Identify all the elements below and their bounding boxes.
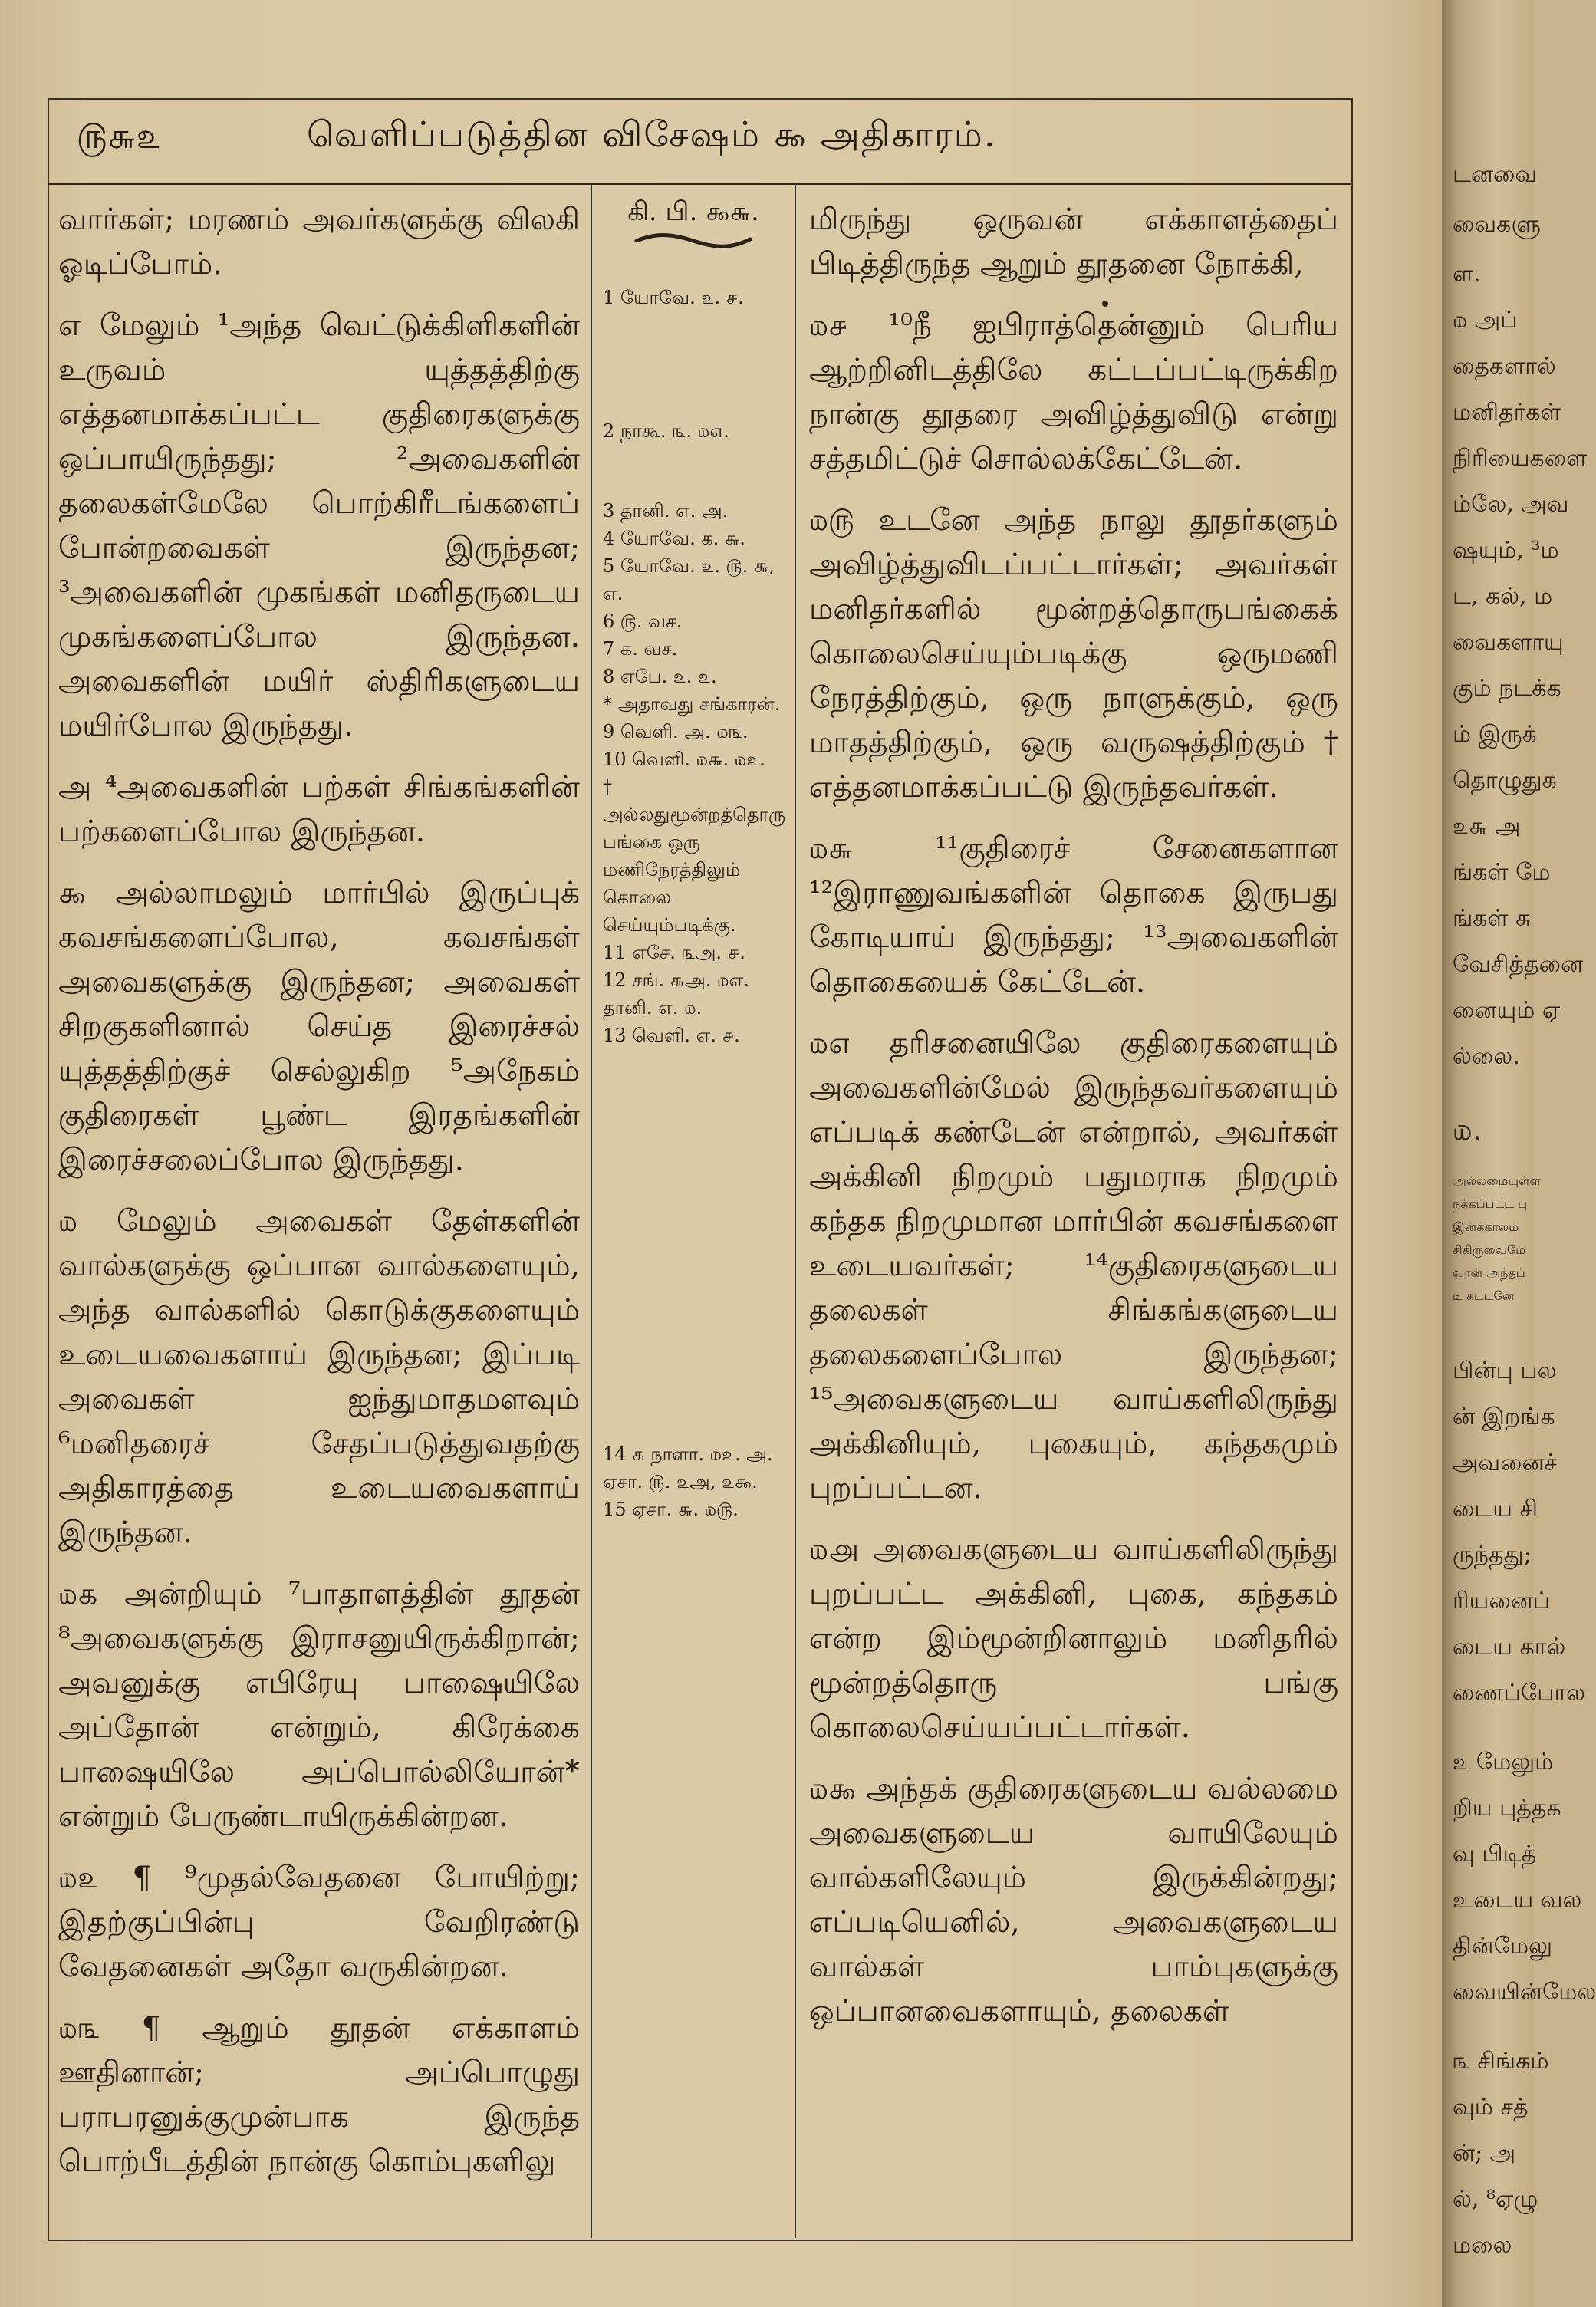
cross-reference: 6 ௫. வச. bbox=[603, 610, 683, 632]
edge-text-line: ௨௬ அ bbox=[1453, 813, 1521, 840]
verse-paragraph: ௰௭ தரிசனையிலே குதிரைகளையும் அவைகளின்மேல் இருந்தவர்களையும் எப்படிக் கண்டேன் என்றால், அவர்கள் அக்கினி நிறமும் பதுமராக நிறமும் கந்தக நிறமுமான மார்பின் கவசங்களை உடையவர்கள்; ¹⁴குதிரைகளுடைய தலைகள் சிங்கங்களுடைய தலைகளைப்போல இருந்தன; ¹⁵அவைகளுடைய வாய்களிலிருந்து அக்கினியும், புகையும், கந்தகமும் புறப்பட்டன. bbox=[809, 1026, 1338, 1506]
margin-block bbox=[603, 1440, 784, 1523]
edge-text-line: கும் நடக்க bbox=[1453, 675, 1561, 702]
edge-text-line: வேசித்தனை bbox=[1453, 951, 1584, 978]
page-number: ௫௬௨ bbox=[77, 115, 162, 156]
edge-text-line: ருந்தது; bbox=[1453, 1542, 1532, 1568]
verse-paragraph: ௯ அல்லாமலும் மார்பில் இருப்புக் கவசங்களைப்போல, கவசங்கள் அவைகளுக்கு இருந்தன; அவைகள் சிறகுகளினால் செய்த இரைச்சல் யுத்தத்திற்குச் செல்லுகிற ⁵அநேகம் குதிரைகள் பூண்ட இரதங்களின் இரைச்சலைப்போல இருந்தது. bbox=[58, 876, 580, 1177]
edge-text-line: ௩ சிங்கம் bbox=[1453, 2048, 1549, 2075]
cross-reference: 13 வெளி. எ. ௪. bbox=[603, 1025, 740, 1046]
edge-text-line: உடைய வல bbox=[1453, 1887, 1582, 1914]
column-divider-right bbox=[795, 183, 796, 2238]
edge-text-line: மனிதர்கள் bbox=[1453, 399, 1561, 426]
edge-text-line: ௨ மேலும் bbox=[1453, 1749, 1554, 1776]
edge-text-line: தைகளால் bbox=[1453, 353, 1556, 380]
cross-reference: 2 நாகூ. ௩. ௰௭. bbox=[603, 420, 729, 442]
cross-reference: 9 வெளி. அ. ௰௩. bbox=[603, 721, 749, 742]
edge-text-line: தொழுதுக bbox=[1453, 767, 1557, 794]
edge-text-line: ம் இருக் bbox=[1453, 721, 1537, 748]
edge-text-line: வும் சத் bbox=[1453, 2094, 1529, 2121]
verse-paragraph: மிருந்து ஒருவன் எக்காளத்தைப் பிடித்திருந்த ஆறும் தூதனை நோக்கி, bbox=[809, 202, 1338, 281]
edge-text-line: ஷயும், ³ம bbox=[1453, 537, 1559, 564]
cross-reference: 3 தானி. எ. அ. bbox=[603, 500, 729, 522]
edge-text-line: றிய புத்தக bbox=[1453, 1795, 1561, 1822]
right-text-column bbox=[809, 198, 1338, 2051]
edge-text-line: நிரியைகளை bbox=[1453, 445, 1588, 472]
cross-reference: 1 யோவே. ௨. ௪. bbox=[603, 287, 744, 308]
margin-date-heading: கி. பி. ௯௬. bbox=[627, 196, 759, 227]
edge-text-line: வைகளாயு bbox=[1453, 629, 1564, 656]
left-text-column bbox=[58, 198, 580, 2201]
margin-references bbox=[603, 196, 786, 1520]
margin-block bbox=[603, 417, 784, 445]
edge-text-line: ங்கள் மே bbox=[1453, 859, 1551, 886]
edge-text-line: அவனைச் bbox=[1453, 1450, 1558, 1476]
margin-block bbox=[603, 497, 784, 1049]
verse-paragraph: ௰௨ ¶ ⁹முதல்வேதனை போயிற்று; இதற்குப்பின்பு வேறிரண்டு வேதனைகள் அதோ வருகின்றன. bbox=[58, 1861, 580, 1984]
edge-text-line: வான் அந்தப் bbox=[1453, 1265, 1525, 1280]
cross-reference: 11 எசே. ௩அ. ௪. bbox=[603, 942, 745, 963]
cross-reference: 5 யோவே. ௨. ௫. ௬, எ. bbox=[603, 555, 775, 604]
margin-block bbox=[603, 284, 784, 311]
edge-text-line: வு பிடித் bbox=[1453, 1841, 1537, 1868]
edge-text-line: சிகிருவைமே bbox=[1453, 1242, 1526, 1257]
flourish-ornament bbox=[632, 230, 755, 250]
footnote: † அல்லதுமூன்றத்தொரு பங்கை ஒரு மணிநேரத்திலும் கொலை செய்யும்படிக்கு. bbox=[603, 776, 786, 936]
edge-text-line: ௰. bbox=[1453, 1112, 1482, 1147]
edge-text-line: மலை bbox=[1453, 2232, 1512, 2259]
edge-text-line: ௰ அப் bbox=[1453, 307, 1518, 334]
edge-text-line: டி கட்டனே bbox=[1453, 1288, 1515, 1303]
edge-text-line: டைய சி bbox=[1453, 1496, 1538, 1522]
header-rule bbox=[48, 183, 1351, 185]
cross-reference: 8 எபே. ௨. ௨. bbox=[603, 666, 717, 687]
cross-reference: 4 யோவே. க. ௬. bbox=[603, 528, 745, 549]
footnote: * அதாவது சங்காரன். bbox=[603, 693, 781, 715]
edge-text-line: நக்கப்பட்ட பு bbox=[1453, 1196, 1528, 1211]
edge-text-line: ள. bbox=[1453, 261, 1481, 288]
column-divider-left bbox=[591, 183, 592, 2238]
verse-paragraph: வார்கள்; மரணம் அவர்களுக்கு விலகி ஓடிப்போம். bbox=[58, 202, 580, 281]
cross-reference: 12 சங். ௬அ. ௰எ. தானி. எ. ௰. bbox=[603, 969, 749, 1019]
cross-reference: 14 ௧ நாளா. ௰௨. அ. ஏசா. ௫. ௨அ, ௨௯. bbox=[603, 1443, 773, 1492]
verse-paragraph: ௰௯ அந்தக் குதிரைகளுடைய வல்லமை அவைகளுடைய வாயிலேயும் வால்களிலேயும் இருக்கின்றது; எப்படியெனில், அவைகளுடைய வால்கள் பாம்புகளுக்கு ஒப்பானவைகளாயும், தலைகள் bbox=[809, 1772, 1338, 2029]
edge-text-line: டைய கால் bbox=[1453, 1634, 1566, 1660]
verse-paragraph: ௰௩ ¶ ஆறும் தூதன் எக்காளம் ஊதினான்; அப்பொழுது பராபரனுக்குமுன்பாக இருந்த பொற்பீடத்தின் நான்கு கொம்புகளிலு bbox=[58, 2011, 580, 2179]
running-head: வெளிப்படுத்தின விசேஷம் ௯ அதிகாரம். bbox=[307, 114, 997, 155]
verse-paragraph: ௰௬ ¹¹குதிரைச் சேனைகளான ¹²இராணுவங்களின் தொகை இருபது கோடியாய் இருந்தது; ¹³அவைகளின் தொகையைக் கேட்டேன். bbox=[809, 831, 1338, 999]
edge-text-line: இன்க்காலம் bbox=[1453, 1219, 1519, 1234]
verse-paragraph: ௰ மேலும் அவைகள் தேள்களின் வால்களுக்கு ஒப்பான வால்களையும், அந்த வால்களில் கொடுக்குகளையும் உடையவைகளாய் இருந்தன; இப்படி அவைகள் ஐந்துமாதமளவும் ⁶மனிதரைச் சேதப்படுத்துவதற்கு அதிகாரத்தை உடையவைகளாய் இருந்தன. bbox=[58, 1204, 580, 1550]
edge-text-line: ட, கல், ம bbox=[1453, 583, 1553, 610]
cross-reference: 7 க. வச. bbox=[603, 638, 678, 660]
verse-paragraph: ௰௪ ¹⁰நீ ஐபிராத்தென்னும் பெரிய ஆற்றினிடத்திலே கட்டப்பட்டிருக்கிற நான்கு தூதரை அவிழ்த்துவிடு என்று சத்தமிட்டுச் சொல்லக்கேட்டேன். bbox=[809, 308, 1338, 476]
edge-text-line: ம்லே, அவ bbox=[1453, 491, 1569, 518]
ink-speck bbox=[1102, 301, 1108, 307]
verse-paragraph: ௰௮ அவைகளுடைய வாய்களிலிருந்து புறப்பட்ட அக்கினி, புகை, கந்தகம் என்ற இம்மூன்றினாலும் மனிதரில் மூன்றத்தொரு பங்கு கொலைசெய்யப்பட்டார்கள். bbox=[809, 1532, 1338, 1745]
edge-text-line: தின்மேலு bbox=[1453, 1933, 1553, 1960]
verse-paragraph: எ மேலும் ¹அந்த வெட்டுக்கிளிகளின் உருவம் யுத்தத்திற்கு எத்தனமாக்கப்பட்ட குதிரைகளுக்கு ஒப்பாயிருந்தது; ²அவைகளின் தலைகள்மேலே பொற்கிரீடங்களைப் போன்றவைகள் இருந்தன; ³அவைகளின் முகங்கள் மனிதருடைய முகங்களைப்போல இருந்தன. அவைகளின் மயிர் ஸ்திரிகளுடைய மயிர்போல இருந்தது. bbox=[58, 308, 580, 743]
edge-text-line: வையின்மேல bbox=[1453, 1979, 1596, 2006]
cross-reference: 15 ஏசா. ௬. ௰௫. bbox=[603, 1499, 739, 1520]
edge-text-line: ன் இறங்க bbox=[1453, 1404, 1555, 1430]
edge-text-line: ல்லை. bbox=[1453, 1043, 1520, 1070]
verse-paragraph: ௰௧ அன்றியும் ⁷பாதாளத்தின் தூதன் ⁸அவைகளுக்கு இராசனுயிருக்கிறான்; அவனுக்கு எபிரேயு பாஷையிலே அப்தோன் என்றும், கிரேக்கை பாஷையிலே அப்பொல்லியோன்* என்றும் பேருண்டாயிருக்கின்றன. bbox=[58, 1577, 580, 1834]
cross-reference: 10 வெளி. ௰௬. ௰௨. bbox=[603, 749, 765, 770]
edge-text-line: ன்; அ bbox=[1453, 2140, 1516, 2167]
edge-text-line: னையும் ஏ bbox=[1453, 997, 1561, 1024]
edge-text-line: ங்கள் சு bbox=[1453, 905, 1531, 932]
edge-text-line: ணைப்போல bbox=[1453, 1680, 1586, 1706]
edge-text-line: ல், ⁸ஏழு bbox=[1453, 2186, 1538, 2213]
next-page-edge bbox=[1442, 0, 1596, 2307]
verse-paragraph: ௰௫ உடனே அந்த நாலு தூதர்களும் அவிழ்த்துவிடப்பட்டார்கள்; அவர்கள் மனிதர்களில் மூன்றத்தொருபங்கைக் கொலைசெய்யும்படிக்கு ஒருமணி நேரத்திற்கும், ஒரு நாளுக்கும், ஒரு மாதத்திற்கும், ஒரு வருஷத்திற்கும்† எத்தனமாக்கப்பட்டு இருந்தவர்கள். bbox=[809, 503, 1338, 805]
edge-text-line: அல்லமையுள்ள bbox=[1453, 1173, 1541, 1188]
edge-text-line: பின்பு பல bbox=[1453, 1358, 1557, 1384]
edge-text-line: டனவை bbox=[1453, 161, 1538, 188]
edge-text-line: வைகளு bbox=[1453, 211, 1541, 238]
edge-text-line: ரியனைப் bbox=[1453, 1588, 1551, 1614]
verse-paragraph: அ ⁴அவைகளின் பற்கள் சிங்கங்களின் பற்களைப்போல இருந்தன. bbox=[58, 770, 580, 849]
